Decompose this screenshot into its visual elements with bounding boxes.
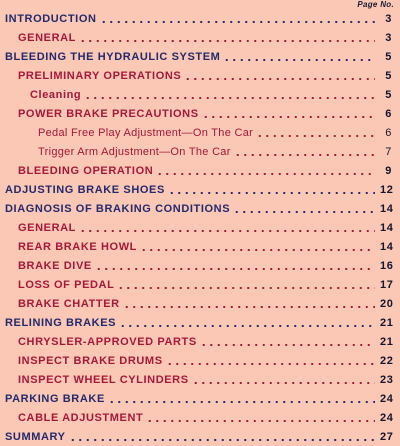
toc-entry-label: LOSS OF PEDAL bbox=[18, 278, 115, 291]
toc-entry-page-number: 14 bbox=[380, 202, 394, 215]
dot-leader bbox=[146, 420, 375, 422]
toc-entry-label: PARKING BRAKE bbox=[5, 392, 105, 405]
toc-entry-label: GENERAL bbox=[18, 221, 76, 234]
toc-entry-label: ADJUSTING BRAKE SHOES bbox=[5, 183, 165, 196]
dot-leader bbox=[202, 116, 375, 118]
toc-entry-page-number: 3 bbox=[385, 12, 392, 25]
toc-entry-label: Trigger Arm Adjustment—On The Car bbox=[38, 145, 231, 158]
toc-entry bbox=[0, 313, 400, 332]
dot-leader bbox=[156, 173, 375, 175]
dot-leader bbox=[108, 401, 375, 403]
dot-leader bbox=[223, 59, 375, 61]
toc-entry-label: REAR BRAKE HOWL bbox=[18, 240, 137, 253]
toc-entry bbox=[0, 199, 400, 218]
table-of-contents bbox=[0, 9, 400, 446]
toc-entry-page-number: 22 bbox=[380, 354, 394, 367]
toc-entry bbox=[0, 275, 400, 294]
toc-entry-page-number: 6 bbox=[385, 107, 392, 120]
toc-entry bbox=[0, 408, 400, 427]
toc-entry-page-number: 21 bbox=[380, 335, 394, 348]
toc-entry bbox=[0, 142, 400, 161]
toc-entry-page-number: 14 bbox=[380, 221, 394, 234]
toc-entry-page-number: 24 bbox=[380, 411, 394, 424]
toc-entry-page-number: 5 bbox=[385, 88, 392, 101]
toc-entry-label: SUMMARY bbox=[5, 430, 66, 443]
dot-leader bbox=[256, 135, 375, 137]
toc-entry-label: RELINING BRAKES bbox=[5, 316, 117, 329]
dot-leader bbox=[95, 268, 375, 270]
toc-entry-label: DIAGNOSIS OF BRAKING CONDITIONS bbox=[5, 202, 231, 215]
toc-entry-label: BLEEDING THE HYDRAULIC SYSTEM bbox=[5, 50, 221, 63]
toc-entry-page-number: 20 bbox=[380, 297, 394, 310]
page-no-header: Page No. bbox=[357, 0, 394, 9]
toc-entry-label: INSPECT BRAKE DRUMS bbox=[18, 354, 163, 367]
toc-entry-page-number: 27 bbox=[380, 430, 394, 443]
toc-entry-label: Pedal Free Play Adjustment—On The Car bbox=[38, 126, 254, 139]
toc-entry-label: BRAKE CHATTER bbox=[18, 297, 120, 310]
toc-entry bbox=[0, 9, 400, 28]
toc-entry-page-number: 23 bbox=[380, 373, 394, 386]
toc-entry-page-number: 6 bbox=[385, 126, 392, 139]
dot-leader bbox=[84, 97, 375, 99]
toc-entry bbox=[0, 85, 400, 104]
toc-entry-page-number: 14 bbox=[380, 240, 394, 253]
toc-entry bbox=[0, 66, 400, 85]
toc-entry bbox=[0, 370, 400, 389]
toc-entry bbox=[0, 256, 400, 275]
toc-entry-page-number: 17 bbox=[380, 278, 394, 291]
toc-entry-page-number: 5 bbox=[385, 50, 392, 63]
toc-entry-page-number: 7 bbox=[385, 145, 392, 158]
toc-entry-label: CHRYSLER-APPROVED PARTS bbox=[18, 335, 197, 348]
toc-entry bbox=[0, 237, 400, 256]
toc-entry-page-number: 21 bbox=[380, 316, 394, 329]
dot-leader bbox=[166, 363, 375, 365]
dot-leader bbox=[123, 306, 375, 308]
toc-entry bbox=[0, 28, 400, 47]
toc-entry bbox=[0, 218, 400, 237]
toc-entry-page-number: 16 bbox=[380, 259, 394, 272]
toc-entry-label: Cleaning bbox=[30, 88, 82, 101]
toc-entry-label: INSPECT WHEEL CYLINDERS bbox=[18, 373, 189, 386]
toc-entry-label: PRELIMINARY OPERATIONS bbox=[18, 69, 182, 82]
dot-leader bbox=[119, 325, 375, 327]
toc-entry bbox=[0, 123, 400, 142]
dot-leader bbox=[117, 287, 375, 289]
dot-leader bbox=[100, 21, 375, 23]
toc-entry bbox=[0, 332, 400, 351]
toc-entry-label: CABLE ADJUSTMENT bbox=[18, 411, 144, 424]
toc-entry bbox=[0, 294, 400, 313]
dot-leader bbox=[140, 249, 375, 251]
toc-entry-page-number: 3 bbox=[385, 31, 392, 44]
dot-leader bbox=[233, 211, 375, 213]
dot-leader bbox=[192, 382, 375, 384]
toc-entry-page-number: 9 bbox=[385, 164, 392, 177]
toc-entry bbox=[0, 161, 400, 180]
toc-entry-label: INTRODUCTION bbox=[5, 12, 97, 25]
toc-entry-label: BLEEDING OPERATION bbox=[18, 164, 154, 177]
toc-entry bbox=[0, 389, 400, 408]
dot-leader bbox=[200, 344, 375, 346]
toc-entry bbox=[0, 104, 400, 123]
toc-entry bbox=[0, 427, 400, 446]
dot-leader bbox=[79, 40, 375, 42]
toc-entry-page-number: 5 bbox=[385, 69, 392, 82]
toc-entry-label: POWER BRAKE PRECAUTIONS bbox=[18, 107, 199, 120]
dot-leader bbox=[234, 154, 375, 156]
toc-entry bbox=[0, 180, 400, 199]
dot-leader bbox=[184, 78, 375, 80]
toc-entry-label: GENERAL bbox=[18, 31, 76, 44]
toc-entry-page-number: 24 bbox=[380, 392, 394, 405]
toc-entry-label: BRAKE DIVE bbox=[18, 259, 92, 272]
dot-leader bbox=[69, 439, 375, 441]
toc-entry bbox=[0, 47, 400, 66]
toc-entry bbox=[0, 351, 400, 370]
dot-leader bbox=[79, 230, 375, 232]
dot-leader bbox=[168, 192, 375, 194]
toc-entry-page-number: 12 bbox=[380, 183, 394, 196]
